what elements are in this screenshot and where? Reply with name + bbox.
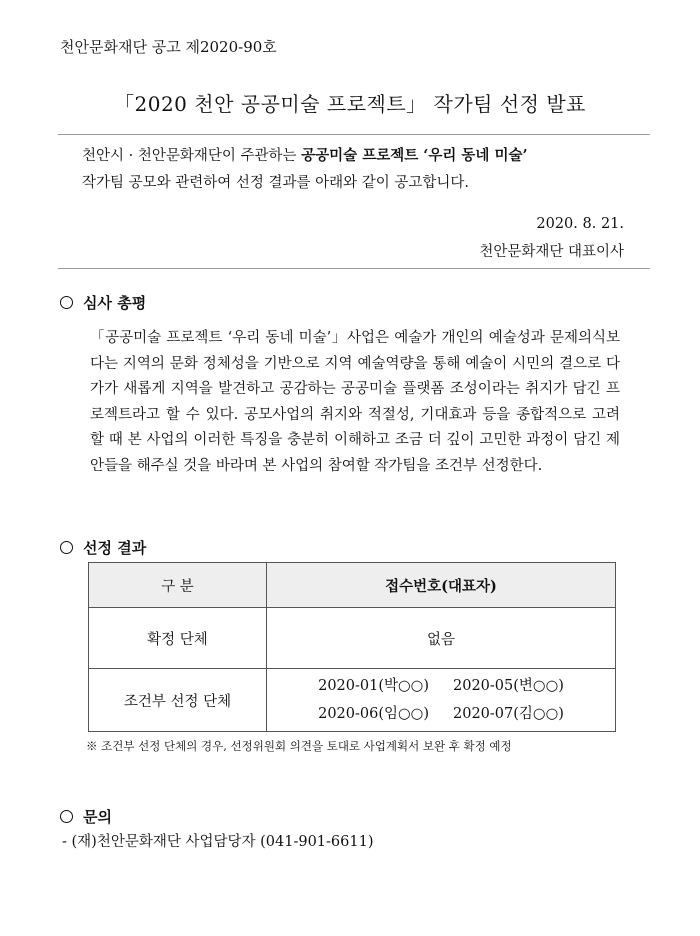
- applicant-entry: 2020-06(임○○): [318, 706, 429, 722]
- contact-info: - (재)천안문화재단 사업담당자 (041-901-6611): [62, 834, 374, 850]
- table-cell-label: 조건부 선정 단체: [89, 669, 267, 732]
- table-row: [89, 608, 616, 669]
- table-row: [89, 669, 616, 732]
- section-result-title: 선정 결과: [83, 539, 147, 557]
- intro-line-2: 작가팀 공모와 관련하여 선정 결과를 아래와 같이 공고합니다.: [82, 175, 470, 191]
- notice-date: 2020. 8. 21.: [536, 216, 624, 232]
- divider-bottom: [58, 268, 650, 269]
- table-header-row: [89, 563, 616, 608]
- intro-paragraph: [82, 142, 528, 197]
- result-table: [88, 562, 616, 732]
- circle-bullet-icon: [60, 810, 73, 823]
- intro-line-1-prefix: 천안시 · 천안문화재단이 주관하는: [82, 148, 302, 164]
- table-header-applicants: 접수번호(대표자): [267, 563, 616, 608]
- section-review-title: 심사 총평: [83, 294, 147, 312]
- issuer: 천안문화재단 대표이사: [479, 244, 624, 260]
- review-body: 「공공미술 프로젝트 ‘우리 동네 미술’」사업은 예술가 개인의 예술성과 문제의식보다는 지역의 문화 정체성을 기반으로 지역 예술역량을 통해 예술이 시민의 결으로 다가가 새롭게 지역을 발견하고 공감하는 공공미술 플랫폼 조성이라는 취지가 담긴 프로젝트라고 할 수 있다. 공모사업의 취지와 적절성, 기대효과 등을 종합적으로 고려할 때 본 사업의 이러한 특징을 충분히 이해하고 조금 더 깊이 고민한 과정이 담긴 제안들을 해주실 것을 바라며 본 사업의 참여할 작가팀을 조건부 선정한다.: [90, 330, 620, 474]
- intro-line-1: [82, 142, 528, 170]
- table-footnote: ※ 조건부 선정 단체의 경우, 선정위원회 의견을 토대로 사업계획서 보완 후 확정 예정: [86, 739, 512, 753]
- applicant-entry: 2020-05(변○○): [453, 678, 564, 694]
- section-contact-title: 문의: [83, 808, 112, 826]
- section-contact-heading: [60, 806, 112, 827]
- table-cell-value: [267, 669, 616, 732]
- table-cell-label: 확정 단체: [89, 608, 267, 669]
- table-cell-value: 없음: [267, 608, 616, 669]
- table-header-category: 구 분: [89, 563, 267, 608]
- circle-bullet-icon: [60, 296, 73, 309]
- divider-top: [58, 134, 650, 135]
- page-title: 「2020 천안 공공미술 프로젝트」 작가팀 선정 발표: [114, 92, 586, 116]
- applicant-entry: 2020-01(박○○): [318, 678, 429, 694]
- intro-line-1-bold: 공공미술 프로젝트 ‘우리 동네 미술’: [301, 147, 528, 164]
- section-review-heading: [60, 292, 146, 313]
- circle-bullet-icon: [60, 541, 73, 554]
- applicant-entry: 2020-07(김○○): [453, 706, 564, 722]
- conditional-applicant-list: [267, 674, 615, 726]
- section-result-heading: [60, 537, 146, 558]
- notice-number: 천안문화재단 공고 제2020-90호: [60, 38, 277, 56]
